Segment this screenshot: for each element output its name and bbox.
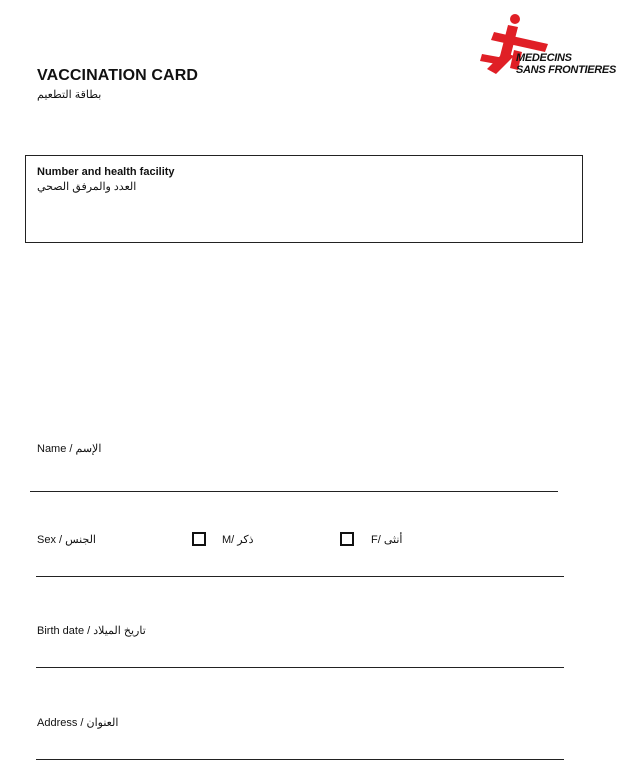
logo-text-line1: MEDECINS xyxy=(516,52,572,64)
name-label: Name / الإسم xyxy=(37,443,102,455)
logo-text-line2: SANS FRONTIERES xyxy=(516,64,617,76)
address-label: Address / العنوان xyxy=(37,717,119,729)
female-checkbox[interactable] xyxy=(340,532,354,546)
birth-date-input-line[interactable] xyxy=(36,667,564,668)
facility-box[interactable] xyxy=(25,155,583,243)
page-title: VACCINATION CARD xyxy=(37,67,198,84)
male-option-label: M/ ذكر xyxy=(222,534,254,546)
sex-input-line xyxy=(36,576,564,577)
facility-label: Number and health facility xyxy=(37,166,175,178)
msf-logo xyxy=(474,12,617,78)
address-input-line[interactable] xyxy=(36,759,564,760)
birth-date-label: Birth date / تاريخ الميلاد xyxy=(37,625,146,637)
page-title-arabic: بطاقة التطعيم xyxy=(37,89,102,101)
male-checkbox[interactable] xyxy=(192,532,206,546)
sex-label: Sex / الجنس xyxy=(37,534,96,546)
facility-label-arabic: العدد والمرفق الصحي xyxy=(37,181,137,193)
female-option-label: F/ أنثى xyxy=(371,534,403,546)
name-input-line[interactable] xyxy=(30,491,558,492)
